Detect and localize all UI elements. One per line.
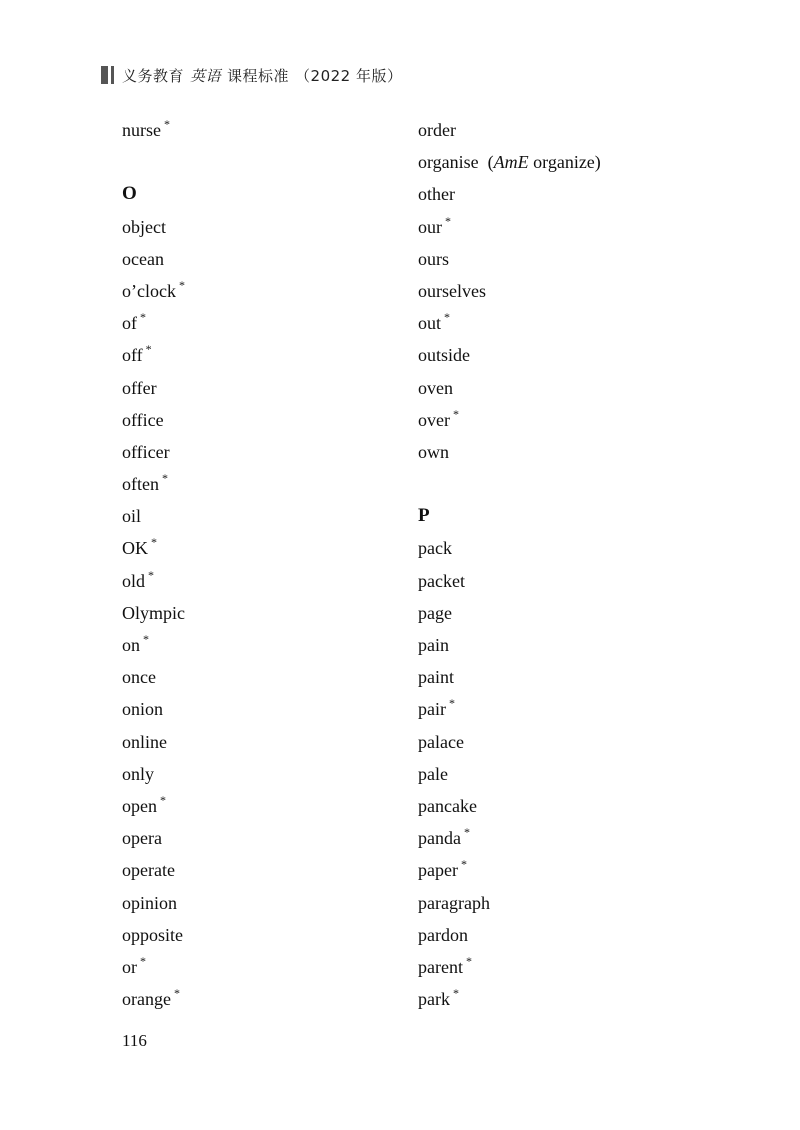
word-entry [122,500,402,532]
word: often [122,474,159,495]
word: parent [418,956,463,977]
word: order [418,120,456,140]
word-list-right-column [418,114,698,1015]
word-entry [122,951,402,983]
word-entry [418,114,698,146]
star-mark: * [452,986,459,1001]
star-mark: * [140,310,146,325]
word-entry [122,275,402,307]
word: opinion [122,892,178,913]
word-entry [418,822,698,854]
variant-label: AmE [493,152,529,173]
word: office [122,409,164,430]
word: own [418,441,449,462]
word: or [122,956,137,977]
word-entry [418,661,698,693]
header-title-part3: 课程标准 [227,66,290,85]
word: pardon [418,924,468,945]
word: nurse [122,120,161,140]
word: opera [122,828,162,849]
header-title-part1: 义务教育 [122,66,185,85]
word-entry [418,146,698,178]
word: over [418,409,450,430]
word-entry [418,726,698,758]
word-entry [122,372,402,404]
star-mark: * [448,696,455,711]
word: O [122,183,137,205]
word: object [122,216,166,237]
word: park [418,989,450,1010]
star-mark: * [140,953,146,968]
word: paragraph [418,892,490,913]
word-entry [122,758,402,790]
word-entry [418,887,698,919]
word-entry [418,565,698,597]
word-entry [418,629,698,661]
word: off [122,345,143,366]
word: packet [418,570,465,591]
word-entry [122,404,402,436]
word: ours [418,248,449,269]
word-entry [418,211,698,243]
word-entry [418,372,698,404]
word-entry [122,532,402,564]
word: o’clock [122,280,176,301]
star-mark: * [465,953,472,968]
word: online [122,731,167,752]
word: our [418,216,442,237]
word: offer [122,377,157,398]
word: ourselves [418,280,486,301]
word: Olympic [122,602,185,623]
word: operate [122,860,175,881]
word: paint [418,667,454,688]
word-entry [418,983,698,1015]
header-title-part4: （2022 年版） [295,66,403,85]
header-title-part2: 英语 [190,66,222,85]
word: other [418,184,455,205]
word: out [418,313,442,334]
word-entry [418,243,698,275]
star-mark: * [444,310,451,325]
word-entry [418,436,698,468]
star-mark: * [164,117,170,131]
word: on [122,635,140,655]
word-entry [418,404,698,436]
word: only [122,763,155,784]
word-entry [122,339,402,371]
word: palace [418,731,464,752]
word-entry [122,854,402,886]
word: outside [418,345,470,366]
word: pair [418,699,446,720]
star-mark: * [151,535,157,550]
letter-heading [418,500,698,532]
word-list-left-column [122,114,402,1015]
header-bar-thin [111,66,114,84]
word-entry [122,243,402,275]
word-entry [122,565,402,597]
word-entry [418,532,698,564]
star-mark: * [178,277,185,292]
star-mark: * [460,857,467,872]
page-number: 116 [122,1031,147,1050]
word-entry [418,468,698,500]
word-entry [122,211,402,243]
word: pancake [418,795,477,816]
word-entry [418,854,698,886]
star-mark: * [161,471,168,486]
word-entry [418,307,698,339]
header-bar-thick [101,66,108,84]
word: ocean [122,248,164,269]
star-mark: * [160,792,166,807]
word: open [122,795,157,816]
word-entry [418,275,698,307]
variant-word: organize [533,152,595,173]
word: oil [122,506,142,527]
letter-heading [122,178,402,210]
word: once [122,667,156,688]
word-entry [418,951,698,983]
word-entry [122,887,402,919]
word-entry [122,661,402,693]
running-header [101,63,403,87]
word: oven [418,377,453,398]
header-bars-icon [101,66,114,84]
word-entry [122,307,402,339]
word-entry [418,758,698,790]
star-mark: * [143,632,149,646]
word-entry [122,693,402,725]
star-mark: * [173,986,180,1001]
word: opposite [122,924,183,945]
word-entry [418,178,698,210]
word-entry [418,693,698,725]
word: pack [418,538,452,559]
word-entry [122,468,402,500]
word-entry [122,790,402,822]
word: pale [418,763,448,784]
star-mark: * [445,213,451,228]
variant-open-paren: ( [487,152,494,173]
star-mark: * [148,567,155,582]
word-entry [122,597,402,629]
word-entry [122,436,402,468]
star-mark: * [452,406,459,421]
word: P [418,505,430,527]
word-entry [418,790,698,822]
variant-close-paren: ) [594,152,601,173]
word: officer [122,441,170,462]
word: of [122,313,137,334]
word: page [418,602,452,623]
word-entry [122,983,402,1015]
word: orange [122,989,171,1010]
header-title [122,65,403,86]
word-entry [122,114,402,146]
word-entry [122,726,402,758]
word: old [122,570,146,591]
word: panda [418,828,461,849]
word-entry [122,919,402,951]
word: pain [418,635,449,655]
word: organise [418,152,479,173]
word-entry [122,629,402,661]
word: onion [122,699,164,720]
word: OK [122,538,148,559]
word: paper [418,860,458,881]
word-entry [418,597,698,629]
word-entry [418,339,698,371]
word-entry [122,822,402,854]
word-entry [418,919,698,951]
word-entry [122,146,402,178]
star-mark: * [463,825,470,840]
star-mark: * [145,342,152,357]
